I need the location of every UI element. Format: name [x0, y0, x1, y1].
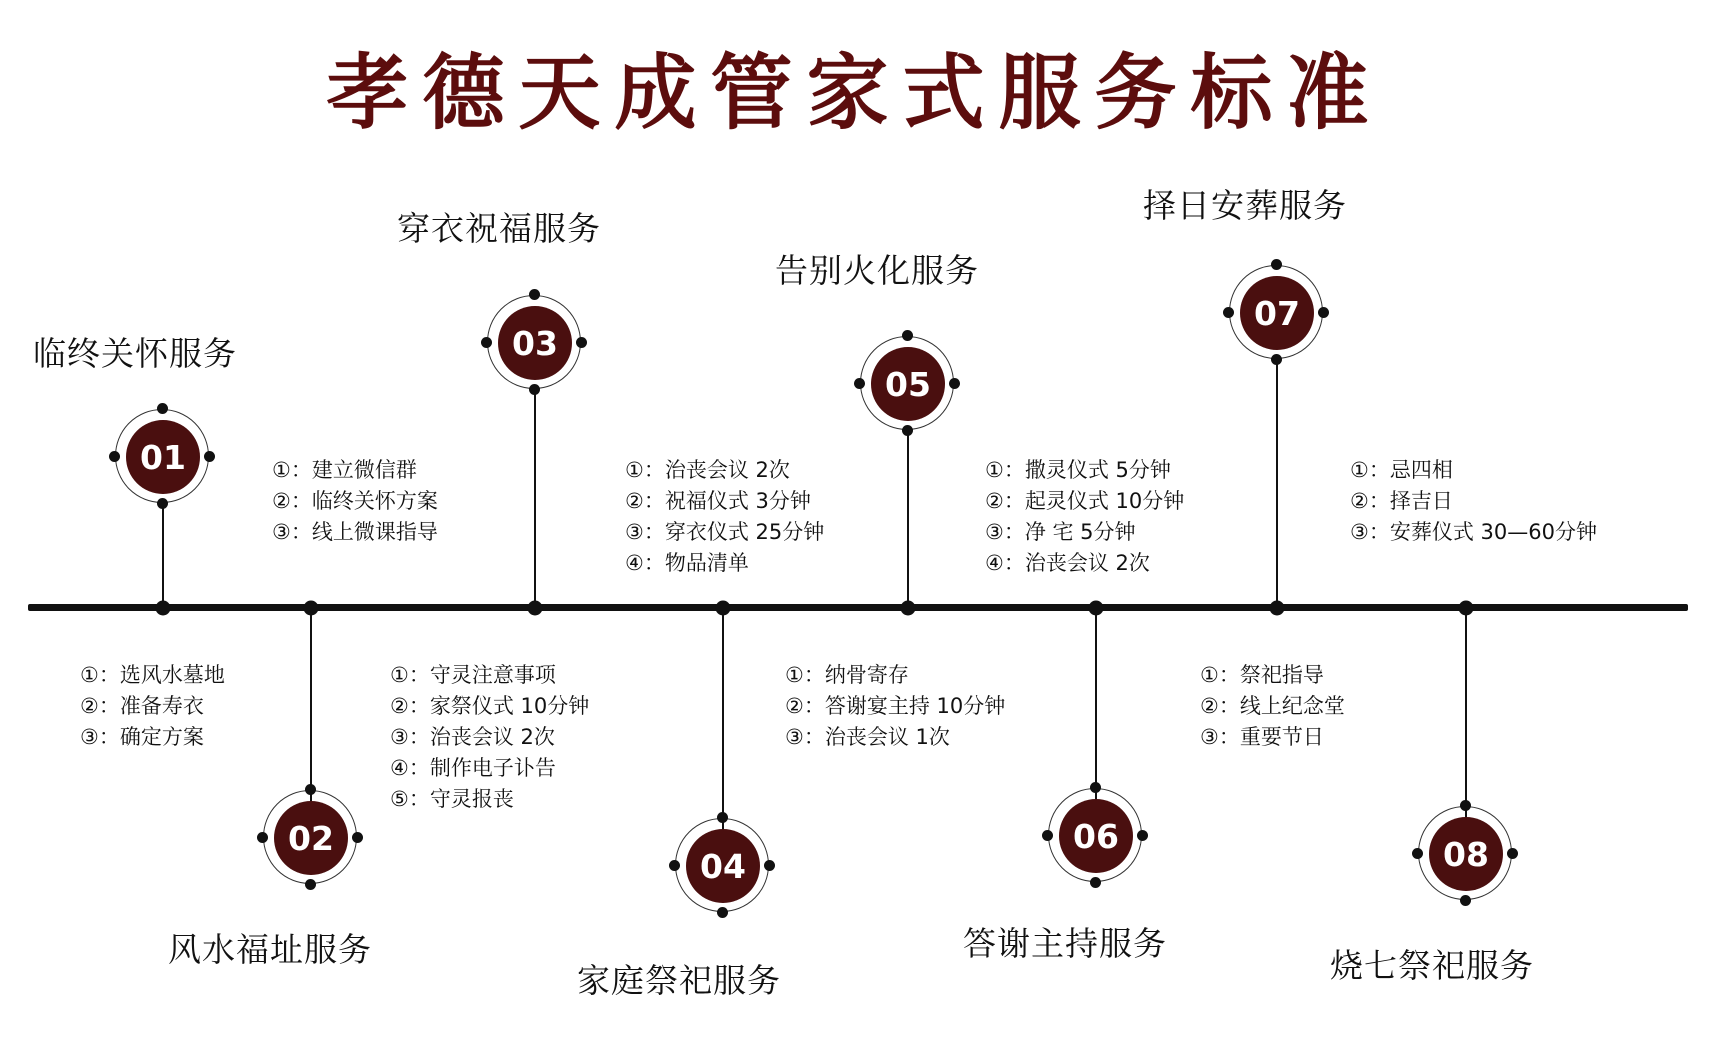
timeline-node-02[interactable]: [263, 790, 359, 886]
node-satellite-bottom: [157, 498, 168, 509]
node-satellite-top: [1460, 800, 1471, 811]
detail-item: ④：治丧会议 2次: [985, 551, 1150, 575]
detail-item: ③：净 宅 5分钟: [985, 520, 1136, 544]
detail-item: ①：守灵注意事项: [390, 663, 556, 687]
service-details-02: [80, 660, 225, 753]
service-details-06: [785, 660, 1005, 753]
node-satellite-top: [717, 812, 728, 823]
connector-01: [162, 500, 164, 608]
detail-item: ③：穿衣仪式 25分钟: [625, 520, 825, 544]
node-satellite-left: [1412, 848, 1423, 859]
node-satellite-left: [109, 451, 120, 462]
node-satellite-top: [157, 403, 168, 414]
detail-item: ⑤：守灵报丧: [390, 787, 514, 811]
detail-item: ③：治丧会议 2次: [390, 725, 555, 749]
service-details-01: [272, 455, 438, 548]
detail-item: ③：治丧会议 1次: [785, 725, 950, 749]
node-satellite-right: [204, 451, 215, 462]
detail-item: ①：建立微信群: [272, 458, 417, 482]
node-number: 05: [871, 347, 945, 421]
node-satellite-right: [1507, 848, 1518, 859]
node-satellite-bottom: [717, 907, 728, 918]
service-label-04: 家庭祭祀服务: [577, 961, 781, 1000]
node-satellite-left: [854, 378, 865, 389]
detail-item: ③：重要节日: [1200, 725, 1324, 749]
node-satellite-bottom: [1090, 877, 1101, 888]
node-number: 08: [1429, 817, 1503, 891]
connector-05: [907, 432, 909, 608]
timeline-node-06[interactable]: [1048, 788, 1144, 884]
timeline-axis: [28, 604, 1688, 611]
timeline-node-07[interactable]: [1229, 265, 1325, 361]
detail-item: ②：祝福仪式 3分钟: [625, 489, 811, 513]
node-number: 01: [126, 420, 200, 494]
node-number: 02: [274, 801, 348, 875]
detail-item: ④：制作电子讣告: [390, 756, 556, 780]
node-satellite-left: [1042, 830, 1053, 841]
node-number: 07: [1240, 276, 1314, 350]
node-satellite-top: [1090, 782, 1101, 793]
detail-item: ②：择吉日: [1350, 489, 1453, 513]
node-satellite-right: [764, 860, 775, 871]
detail-item: ①：撒灵仪式 5分钟: [985, 458, 1171, 482]
timeline-node-08[interactable]: [1418, 806, 1514, 902]
detail-item: ③：安葬仪式 30—60分钟: [1350, 520, 1597, 544]
service-label-01: 临终关怀服务: [33, 334, 237, 373]
node-satellite-right: [352, 832, 363, 843]
service-details-03: [625, 455, 824, 579]
service-label-03: 穿衣祝福服务: [397, 209, 601, 248]
node-satellite-bottom: [902, 425, 913, 436]
page-title: 孝德天成管家式服务标准: [326, 45, 1383, 141]
detail-item: ②：答谢宴主持 10分钟: [785, 694, 1006, 718]
node-satellite-right: [1137, 830, 1148, 841]
service-details-04: [390, 660, 589, 815]
node-satellite-right: [949, 378, 960, 389]
node-satellite-left: [669, 860, 680, 871]
node-number: 04: [686, 829, 760, 903]
detail-item: ②：线上纪念堂: [1200, 694, 1345, 718]
node-satellite-top: [1271, 259, 1282, 270]
detail-item: ①：治丧会议 2次: [625, 458, 790, 482]
detail-item: ①：祭祀指导: [1200, 663, 1324, 687]
detail-item: ③：确定方案: [80, 725, 204, 749]
service-details-05: [985, 455, 1184, 579]
node-satellite-left: [257, 832, 268, 843]
node-satellite-top: [902, 330, 913, 341]
service-label-06: 答谢主持服务: [963, 924, 1167, 963]
detail-item: ③：线上微课指导: [272, 520, 438, 544]
detail-item: ①：选风水墓地: [80, 663, 225, 687]
detail-item: ④：物品清单: [625, 551, 749, 575]
node-satellite-top: [529, 289, 540, 300]
detail-item: ①：忌四相: [1350, 458, 1453, 482]
service-label-05: 告别火化服务: [775, 251, 979, 290]
service-label-07: 择日安葬服务: [1143, 186, 1347, 225]
timeline-node-01[interactable]: [115, 409, 211, 505]
node-number: 03: [498, 306, 572, 380]
detail-item: ②：家祭仪式 10分钟: [390, 694, 590, 718]
node-satellite-left: [1223, 307, 1234, 318]
node-satellite-bottom: [305, 879, 316, 890]
detail-item: ①：纳骨寄存: [785, 663, 909, 687]
detail-item: ②：起灵仪式 10分钟: [985, 489, 1185, 513]
service-label-08: 烧七祭祀服务: [1330, 946, 1534, 985]
node-number: 06: [1059, 799, 1133, 873]
timeline-node-03[interactable]: [487, 295, 583, 391]
detail-item: ②：准备寿衣: [80, 694, 204, 718]
node-satellite-bottom: [1271, 354, 1282, 365]
node-satellite-right: [1318, 307, 1329, 318]
node-satellite-top: [305, 784, 316, 795]
service-details-07: [1350, 455, 1597, 548]
connector-03: [534, 391, 536, 608]
detail-item: ②：临终关怀方案: [272, 489, 438, 513]
node-satellite-right: [576, 337, 587, 348]
node-satellite-bottom: [1460, 895, 1471, 906]
timeline-node-04[interactable]: [675, 818, 771, 914]
service-label-02: 风水福址服务: [168, 930, 372, 969]
connector-07: [1276, 360, 1278, 608]
service-details-08: [1200, 660, 1345, 753]
node-satellite-bottom: [529, 384, 540, 395]
node-satellite-left: [481, 337, 492, 348]
timeline-node-05[interactable]: [860, 336, 956, 432]
